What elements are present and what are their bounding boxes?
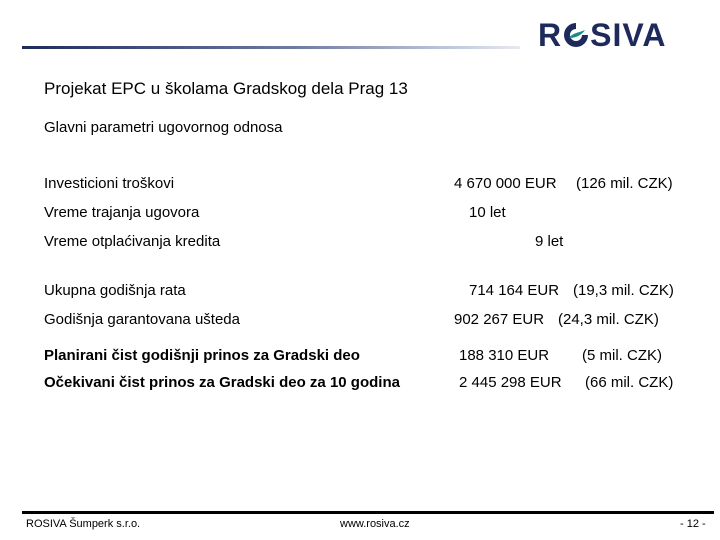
footer-divider xyxy=(22,511,714,514)
row-label-guaranteed-savings: Godišnja garantovana ušteda xyxy=(44,311,240,328)
row-note-investment: (126 mil. CZK) xyxy=(576,175,673,192)
footer-website: www.rosiva.cz xyxy=(340,518,410,530)
rosiva-logo xyxy=(538,18,666,52)
row-note-annual-installment: (19,3 mil. CZK) xyxy=(573,282,674,299)
row-label-expected-net-yield: Očekivani čist prinos za Gradski deo za 10 godina xyxy=(44,374,400,391)
row-label-planned-net-yield: Planirani čist godišnji prinos za Gradski deo xyxy=(44,347,360,364)
logo-o-mark-icon xyxy=(563,20,589,50)
row-label-loan-repayment: Vreme otplaćivanja kredita xyxy=(44,233,221,250)
footer-page-number: - 12 - xyxy=(680,518,706,530)
row-value-annual-installment: 714 164 EUR xyxy=(469,282,560,299)
row-value-investment: 4 670 000 EUR xyxy=(454,175,557,192)
row-label-investment: Investicioni troškovi xyxy=(44,175,175,192)
row-value-expected-net-yield: 2 445 298 EUR xyxy=(459,374,562,391)
row-note-guaranteed-savings: (24,3 mil. CZK) xyxy=(558,311,659,328)
logo-text-left: R xyxy=(538,16,563,53)
row-label-contract-duration: Vreme trajanja ugovora xyxy=(44,204,200,221)
row-note-expected-net-yield: (66 mil. CZK) xyxy=(585,374,674,391)
row-note-planned-net-yield: (5 mil. CZK) xyxy=(582,347,662,364)
row-value-planned-net-yield: 188 310 EUR xyxy=(459,347,550,364)
section-subtitle: Glavni parametri ugovornog odnosa xyxy=(44,119,283,136)
page-title: Projekat EPC u školama Gradskog dela Prag 13 xyxy=(44,79,408,98)
logo-text-right: SIVA xyxy=(590,16,667,53)
row-label-annual-installment: Ukupna godišnja rata xyxy=(44,282,186,299)
footer-company: ROSIVA Šumperk s.r.o. xyxy=(26,518,141,530)
row-value-loan-repayment: 9 let xyxy=(535,233,564,250)
header-divider xyxy=(22,46,520,49)
row-value-contract-duration: 10 let xyxy=(469,204,506,221)
row-value-guaranteed-savings: 902 267 EUR xyxy=(454,311,545,328)
